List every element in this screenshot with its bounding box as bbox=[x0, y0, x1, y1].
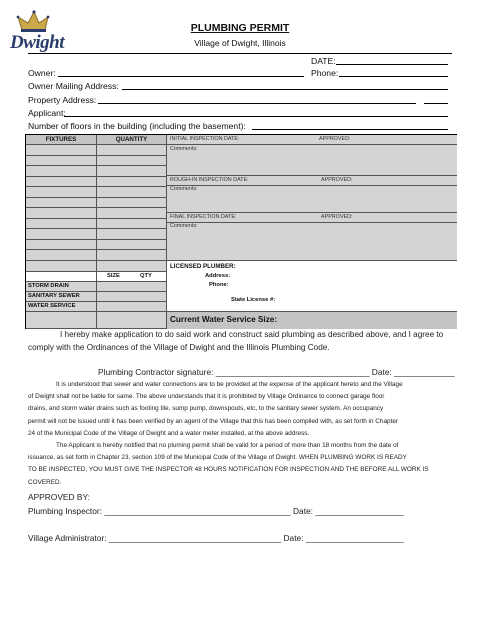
owner-label: Owner: bbox=[28, 68, 56, 78]
storm-drain-value[interactable] bbox=[97, 282, 167, 292]
quantity-cell[interactable] bbox=[97, 312, 167, 329]
logo-text: Dwight bbox=[10, 32, 65, 53]
storm-drain-label: STORM DRAIN bbox=[28, 283, 69, 289]
quantity-cell[interactable] bbox=[97, 208, 167, 219]
quantity-cell[interactable] bbox=[97, 187, 167, 198]
current-water-label: Current Water Service Size: bbox=[170, 315, 278, 324]
applicant-field[interactable] bbox=[64, 108, 448, 117]
sewer-line: It is understood that sewer and water connections are to be provided at the expense of the applicant hereto and the Village bbox=[56, 381, 403, 388]
property-field[interactable] bbox=[98, 95, 416, 104]
sewer-line: permit will not be issued until it has been verified by an agent of the Village that this has been complied with, as set forth in Chapter bbox=[28, 417, 399, 425]
plumber-phone-label: Phone: bbox=[209, 282, 229, 288]
fixture-cell[interactable] bbox=[26, 166, 97, 177]
rough-date-label: ROUGH-IN INSPECTION DATE: bbox=[170, 177, 249, 183]
date-field[interactable] bbox=[336, 56, 448, 65]
quantity-header-cell bbox=[97, 135, 167, 145]
quantity-cell[interactable] bbox=[97, 219, 167, 229]
initial-date-label: INITIAL INSPECTION DATE: bbox=[170, 136, 240, 142]
fixtures-header-cell bbox=[26, 135, 97, 145]
final-comments-label: Comments: bbox=[170, 223, 198, 229]
fixture-cell[interactable] bbox=[26, 219, 97, 229]
quantity-cell[interactable] bbox=[97, 177, 167, 187]
quantity-cell[interactable] bbox=[97, 229, 167, 240]
quantity-cell[interactable] bbox=[97, 240, 167, 250]
final-approved-label: APPROVED: bbox=[321, 214, 353, 220]
fixture-cell[interactable] bbox=[26, 261, 97, 272]
final-comments-box[interactable] bbox=[167, 223, 457, 261]
state-license-label: State License #: bbox=[231, 297, 276, 303]
fixture-cell[interactable] bbox=[26, 250, 97, 261]
sewer-water-paragraph bbox=[28, 379, 458, 440]
storm-drain-row bbox=[26, 282, 97, 292]
sewer-line: drains, and storm water drains such as footing tile, sump pump, downspouts, etc, to the sanitary sewer system. An occupancy bbox=[28, 405, 384, 413]
plumber-address-label: Address: bbox=[205, 273, 231, 279]
phone-label: Phone: bbox=[311, 68, 339, 78]
quantity-cell[interactable] bbox=[97, 250, 167, 261]
water-service-row bbox=[26, 302, 97, 312]
fixture-cell[interactable] bbox=[26, 156, 97, 166]
date-label: DATE: bbox=[311, 56, 336, 66]
phone-field[interactable] bbox=[339, 68, 448, 77]
fixtures-header: FIXTURES bbox=[45, 136, 77, 143]
sanitary-sewer-label: SANITARY SEWER bbox=[28, 293, 80, 299]
sanitary-sewer-row bbox=[26, 292, 97, 302]
administrator-signature-line[interactable]: Village Administrator: _____________________________________ Date: _____________________ bbox=[28, 533, 404, 543]
fixture-cell[interactable] bbox=[26, 240, 97, 250]
current-water-row[interactable] bbox=[167, 312, 457, 329]
mailing-field[interactable] bbox=[122, 81, 448, 90]
fixture-cell[interactable] bbox=[26, 145, 97, 156]
fixture-cell[interactable] bbox=[26, 229, 97, 240]
floors-label: Number of floors in the building (including the basement): bbox=[28, 121, 246, 131]
page-subtitle: Village of Dwight, Illinois bbox=[194, 38, 286, 48]
validity-line: issuance, as set forth in Chapter 23, section 109 of the Municipal Code of the Village of Dwight. WHEN PLUMBING WORK IS READY bbox=[28, 454, 407, 462]
licensed-plumber-label: LICENSED PLUMBER: bbox=[170, 263, 236, 270]
validity-line: COVERED. bbox=[28, 478, 62, 486]
quantity-cell[interactable] bbox=[97, 145, 167, 156]
fixture-cell[interactable] bbox=[26, 187, 97, 198]
quantity-cell[interactable] bbox=[97, 156, 167, 166]
owner-field[interactable] bbox=[58, 68, 304, 77]
floors-field[interactable] bbox=[252, 121, 448, 130]
header-divider bbox=[28, 53, 452, 54]
water-service-label: WATER SERVICE bbox=[28, 303, 76, 309]
initial-inspection-row[interactable] bbox=[167, 135, 457, 145]
size-qty-spacer bbox=[26, 272, 97, 282]
permit-validity-paragraph bbox=[28, 440, 458, 489]
fixture-cell[interactable] bbox=[26, 312, 97, 329]
inspector-signature-line[interactable]: Plumbing Inspector: ________________________________________ Date: ___________________ bbox=[28, 506, 404, 516]
application-text-1: I hereby make application to do said work and construct said plumbing as described above, and I agree to bbox=[60, 330, 444, 339]
size-qty-header-cell bbox=[97, 272, 167, 282]
fixture-cell[interactable] bbox=[26, 177, 97, 187]
sewer-line: of Dwight shall not be liable for same. The above understands that it is prohibited by Village Ordinance to connect garage floor bbox=[28, 393, 385, 401]
rough-inspection-row[interactable] bbox=[167, 176, 457, 186]
sewer-line: 24 of the Municipal Code of the Village of Dwight and a water meter installed, at the above address. bbox=[28, 429, 310, 437]
property-label: Property Address: bbox=[28, 95, 97, 105]
water-service-value[interactable] bbox=[97, 302, 167, 312]
final-date-label: FINAL INSPECTION DATE: bbox=[170, 214, 237, 220]
applicant-label: Applicant: bbox=[28, 108, 66, 118]
rough-comments-box[interactable] bbox=[167, 186, 457, 213]
quantity-cell[interactable] bbox=[97, 261, 167, 272]
initial-approved-label: APPROVED: bbox=[319, 136, 351, 142]
quantity-cell[interactable] bbox=[97, 198, 167, 208]
fixtures-table bbox=[25, 134, 457, 329]
application-text-2: comply with the Ordinances of the Village of Dwight and the Illinois Plumbing Code. bbox=[28, 343, 330, 352]
fixture-cell[interactable] bbox=[26, 208, 97, 219]
size-header: SIZE bbox=[107, 273, 120, 279]
initial-comments-box[interactable] bbox=[167, 145, 457, 176]
rough-approved-label: APPROVED: bbox=[321, 177, 353, 183]
mailing-label: Owner Mailing Address: bbox=[28, 81, 119, 91]
approved-by-label: APPROVED BY: bbox=[28, 492, 90, 502]
rough-comments-label: Comments: bbox=[170, 186, 198, 192]
initial-comments-label: Comments: bbox=[170, 146, 198, 152]
quantity-header: QUANTITY bbox=[115, 136, 148, 143]
fixture-cell[interactable] bbox=[26, 198, 97, 208]
sanitary-sewer-value[interactable] bbox=[97, 292, 167, 302]
property-field-extra[interactable] bbox=[424, 95, 448, 104]
qty-header: QTY bbox=[140, 273, 152, 279]
final-inspection-row[interactable] bbox=[167, 213, 457, 223]
quantity-cell[interactable] bbox=[97, 166, 167, 177]
validity-line: The Applicant is hereby notified that no pluming permit shall be valid for a period of more than 18 months from the date of bbox=[56, 442, 399, 449]
validity-line: TO BE INSPECTED, YOU MUST GIVE THE INSPECTOR 48 HOURS NOTIFICATION FOR INSPECTION AND THE BEFORE ALL WORK IS bbox=[28, 466, 429, 474]
licensed-plumber-box[interactable] bbox=[167, 261, 457, 312]
page-title: PLUMBING PERMIT bbox=[190, 22, 290, 34]
contractor-signature-line[interactable]: Plumbing Contractor signature: _________________________________ Date: _____________ bbox=[98, 367, 455, 377]
